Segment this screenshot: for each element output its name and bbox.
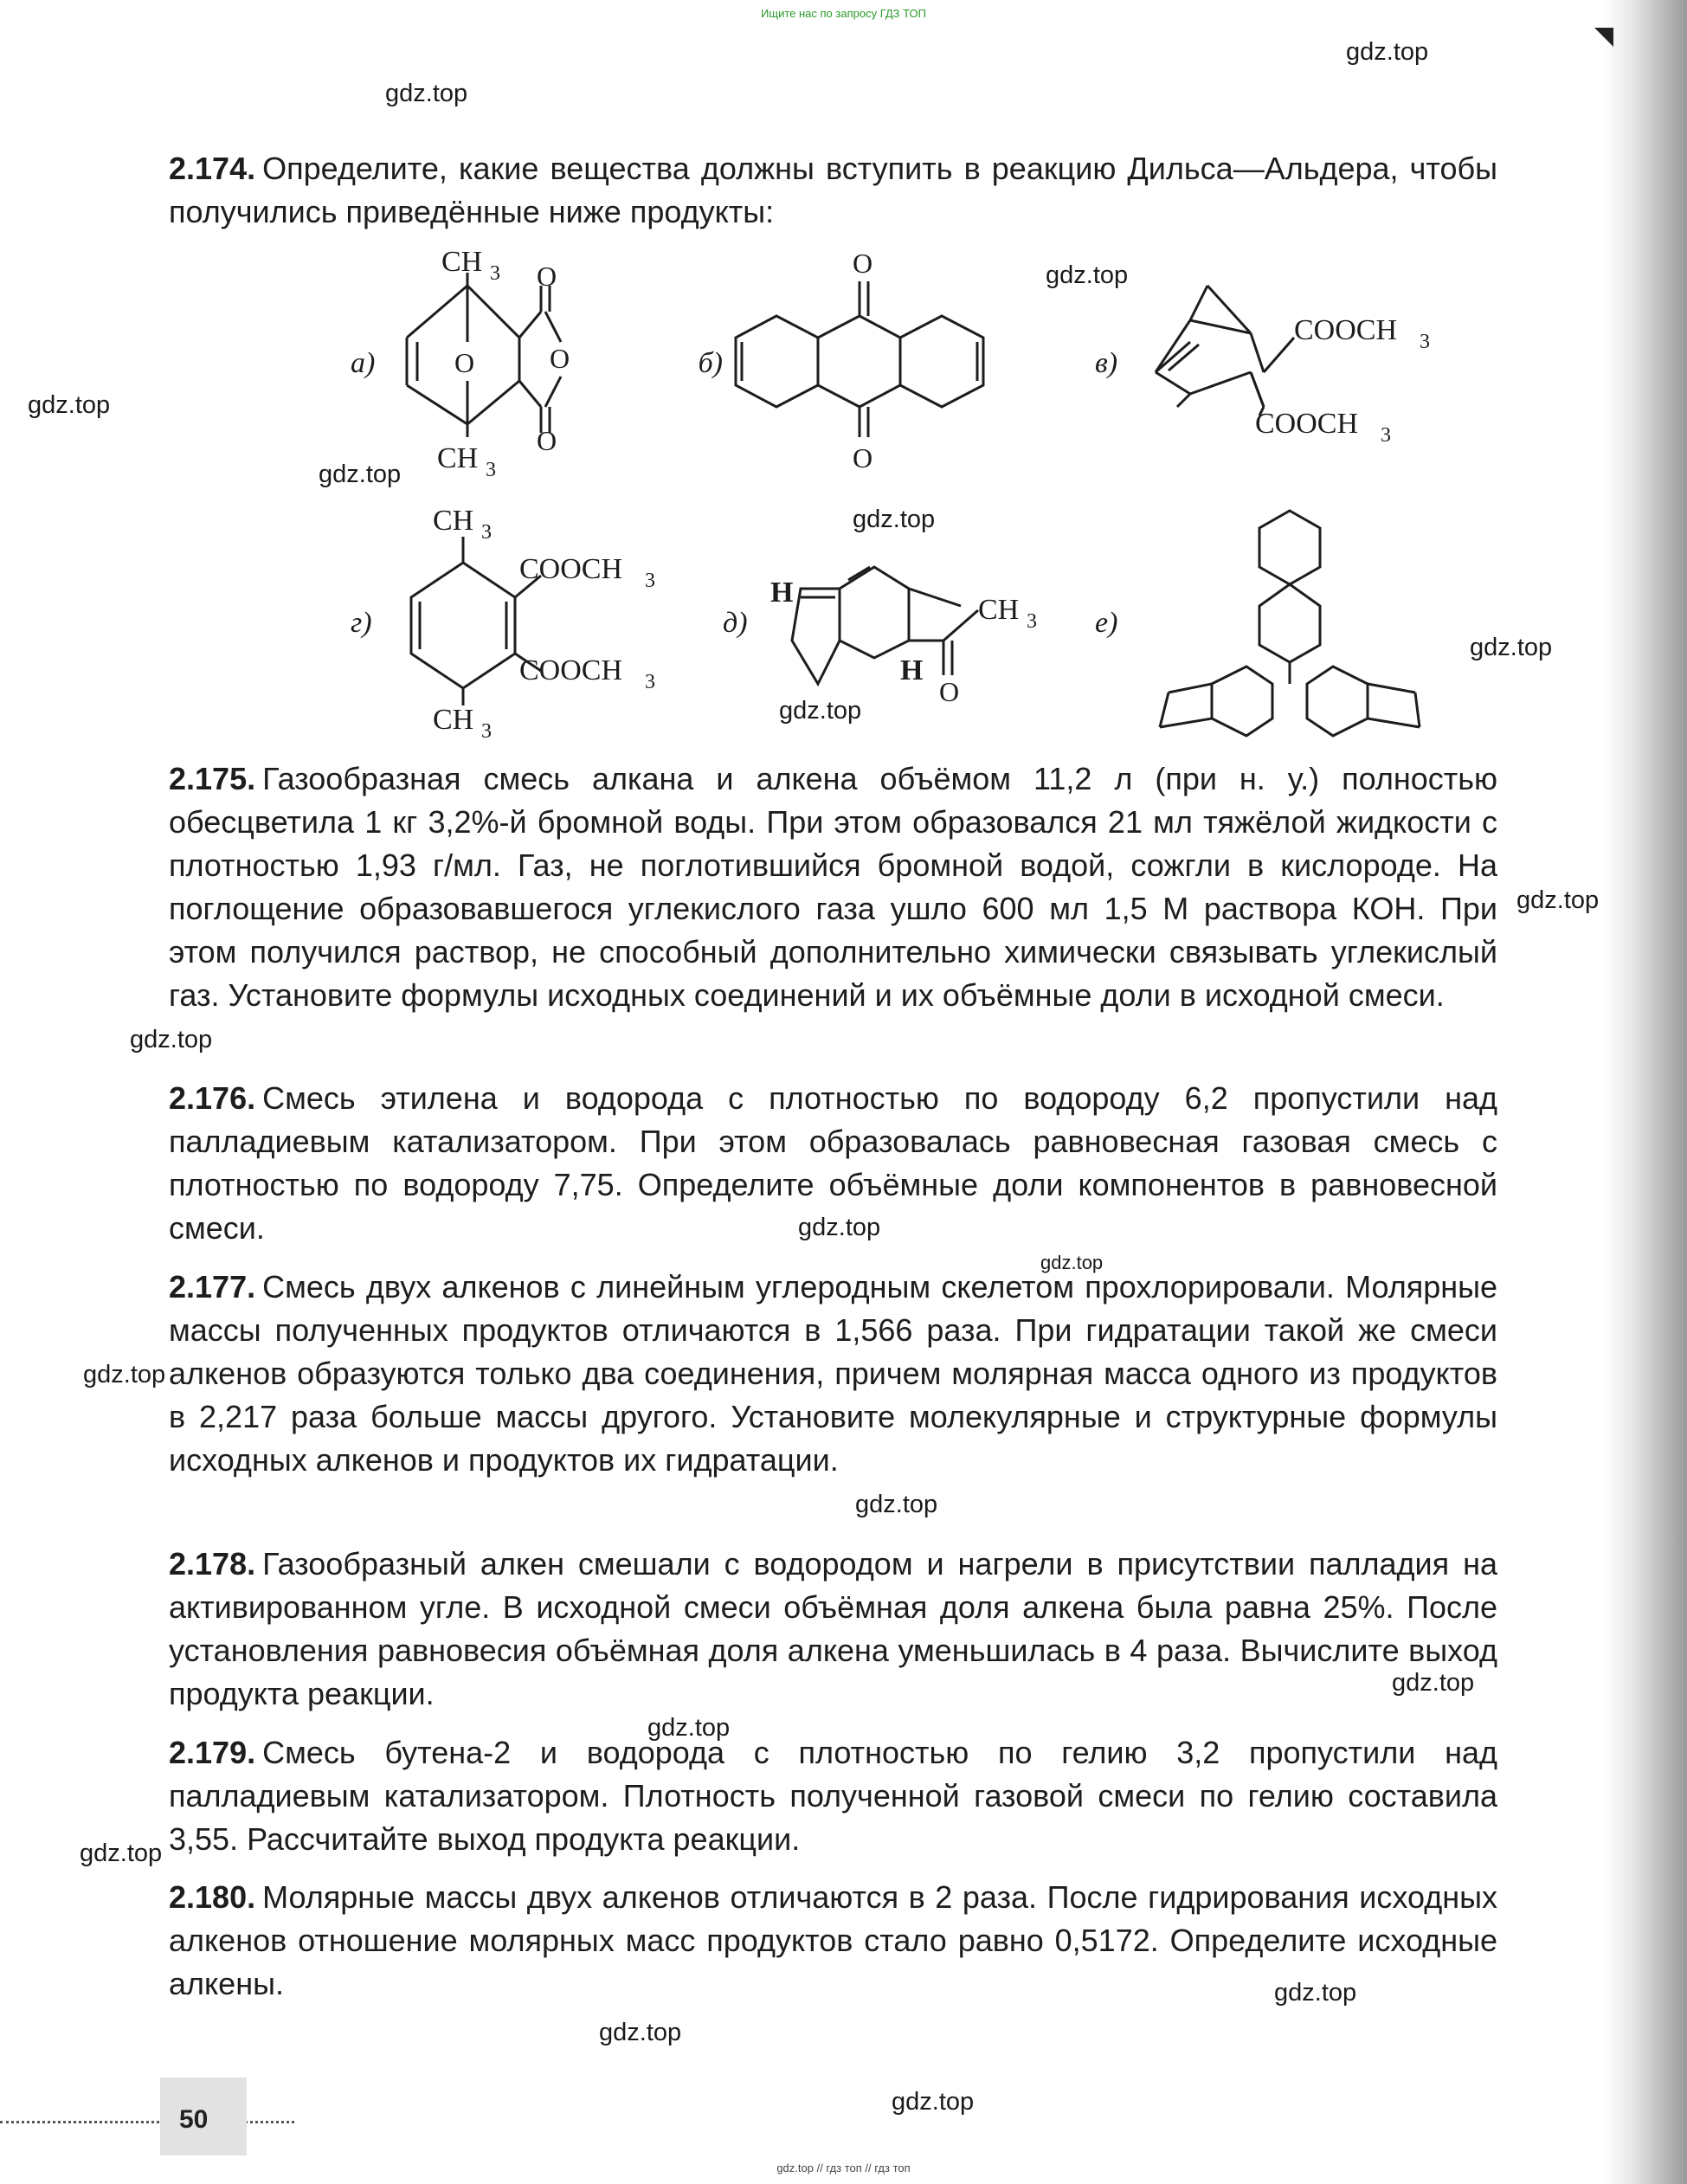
problem-2-175 [169,757,1497,1017]
label-b: б) [698,347,723,379]
methyl-d: CH [978,594,1020,626]
watermark: gdz.top [385,80,468,107]
carbonyl-bottom-b: O [853,442,873,474]
ester-bottom-v: COOCH [1255,408,1359,440]
problem-text: Смесь этилена и водорода с плотностью по водороду 6,2 пропустили над палладиевым катализатором. При этом образовалась равновесная газовая смесь с плотностью по водороду 7,75. Определите объёмные доли компонентов в равновесной смеси. [169,1080,1497,1246]
ester-top-v-sub: 3 [1420,331,1430,353]
ester-top-g: COOCH [519,553,623,585]
watermark: gdz.top [83,1361,166,1388]
problem-2-178 [169,1543,1497,1716]
problem-number: 2.177. [169,1269,256,1305]
anhydride-o-a: O [550,343,570,374]
label-v: в) [1095,347,1118,379]
header-note: Ищите нас по запросу ГДЗ ТОП [761,7,926,20]
ester-bottom-g: COOCH [519,654,623,686]
watermark: gdz.top [80,1839,163,1867]
label-e: е) [1095,607,1118,639]
ch3-bottom-a-sub: 3 [486,459,496,481]
ch3-bottom-g-sub: 3 [481,720,492,743]
ch3-top-g-sub: 3 [481,521,492,544]
problem-number: 2.178. [169,1546,256,1582]
carbonyl-d: O [939,676,960,707]
watermark: gdz.top [1040,1252,1104,1273]
page-number: 50 [179,2105,209,2134]
methyl-d-sub: 3 [1027,610,1037,633]
watermark: gdz.top [855,1491,938,1518]
structure-d [792,567,978,684]
problem-number: 2.174. [169,151,256,186]
watermark: gdz.top [1392,1669,1475,1697]
structure-b [736,281,983,437]
watermark: gdz.top [1046,261,1129,289]
watermark: gdz.top [647,1714,731,1742]
structure-v [1156,286,1294,416]
ester-bottom-v-sub: 3 [1381,424,1391,447]
problem-text: Смесь бутена-2 и водорода с плотностью по гелию 3,2 пропустили над палладиевым катализатором. Плотность полученной газовой смеси по гелию составила 3,55. Рассчитайте выход продукта реакции. [169,1735,1497,1857]
watermark: gdz.top [1470,634,1553,661]
watermark: gdz.top [319,461,402,488]
ester-top-g-sub: 3 [645,570,655,592]
h-bottom-d: H [900,654,924,686]
ch3-top-g: CH [433,505,474,537]
structures-figure [0,0,1687,779]
structure-a [407,273,561,437]
ring-o-a: O [454,347,475,378]
label-d: д) [723,607,748,639]
watermark: gdz.top [798,1214,881,1241]
watermark: gdz.top [1346,38,1429,66]
problem-2-180 [169,1876,1497,2006]
problem-text: Газообразная смесь алкана и алкена объёмом 11,2 л (при н. у.) полностью обесцветила 1 кг 3,2%-й бромной воды. При этом образовался 21 мл тяжёлой жидкости с плотностью 1,93 г/мл. Газ, не поглотившийся бромной водой, сожгли в кислороде. На поглощение образовавшегося углекислого газа ушло 600 мл 1,5 М раствора КОН. При этом получился раствор, не способный дополнительно химически связывать углекислый газ. Установите формулы исходных соединений и их объёмные доли в исходной смеси. [169,761,1497,1013]
carbonyl-top-b: O [853,248,873,279]
problem-2-177 [169,1266,1497,1482]
label-g: г) [351,607,372,639]
problem-text: Газообразный алкен смешали с водородом и нагрели в присутствии палладия на активированном угле. В исходной смеси объёмная доля алкена была равна 25%. После установления равновесия объёмная доля алкена уменьшилась в 4 раза. Вычислите выход продукта реакции. [169,1546,1497,1711]
problem-2-179 [169,1731,1497,1861]
problem-text: Смесь двух алкенов с линейным углеродным скелетом прохлорировали. Молярные массы полученных продуктов отличаются в 1,566 раза. При гидратации такой же смеси алкенов образуются только два соединения, причем молярная масса одного из продуктов в 2,217 раза больше массы другого. Установите молекулярные и структурные формулы исходных алкенов и продуктов их гидратации. [169,1269,1497,1478]
problem-number: 2.180. [169,1879,256,1915]
watermark: gdz.top [599,2019,682,2046]
ch3-top-a: CH [441,246,483,278]
ch3-top-a-sub: 3 [490,262,500,285]
problem-number: 2.179. [169,1735,256,1770]
carbonyl-bottom-a: O [537,425,557,456]
carbonyl-top-a: O [537,261,557,292]
h-top-d: H [770,577,794,609]
page-number-box [160,2078,247,2155]
problem-2-176 [169,1077,1497,1250]
ch3-bottom-g: CH [433,704,474,736]
label-a: а) [351,347,376,379]
watermark: gdz.top [28,391,111,419]
footer-dotted-line [0,2121,294,2123]
problem-text: Молярные массы двух алкенов отличаются в 2 раза. После гидрирования исходных алкенов отношение молярных масс продуктов стало равно 0,5172. Определите исходные алкены. [169,1879,1497,2001]
footer-note: gdz.top // гдз топ // гдз топ [776,2161,911,2174]
watermark: gdz.top [1516,886,1600,914]
watermark: gdz.top [1274,1979,1357,2007]
watermark: gdz.top [130,1026,213,1053]
watermark: gdz.top [853,506,936,533]
problem-number: 2.175. [169,761,256,796]
structure-e [1160,511,1420,736]
ch3-bottom-a: CH [437,442,479,474]
problem-number: 2.176. [169,1080,256,1116]
watermark: gdz.top [779,697,862,725]
ester-bottom-g-sub: 3 [645,671,655,693]
watermark: gdz.top [892,2088,975,2116]
problem-text: Определите, какие вещества должны вступить в реакцию Дильса—Альдера, чтобы получились приведённые ниже продукты: [169,151,1497,229]
ester-top-v: COOCH [1294,314,1398,346]
